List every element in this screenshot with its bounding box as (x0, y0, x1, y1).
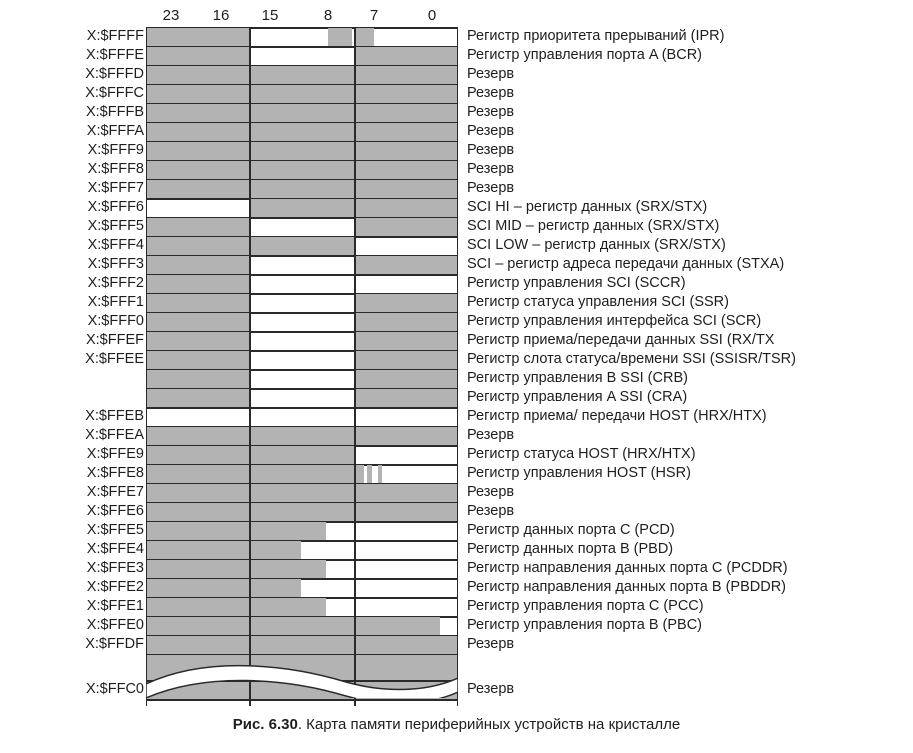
register-address: X:$FFE8 (86, 465, 144, 481)
register-description: Регистр приема/передачи данных SSI (RX/TX (467, 332, 775, 348)
register-description: Регистр управления B SSI (CRB) (467, 370, 688, 386)
register-description: Регистр данных порта C (PCD) (467, 522, 675, 538)
register-address: X:$FFEE (85, 351, 144, 367)
register-description: SCI HI – регистр данных (SRX/STX) (467, 199, 708, 215)
bit-label-0: 0 (427, 7, 437, 24)
register-description: Резерв (467, 142, 515, 158)
register-address: X:$FFE3 (86, 560, 144, 576)
register-address: X:$FFE5 (86, 522, 144, 538)
address-break-wave (146, 662, 458, 698)
register-address: X:$FFF8 (87, 161, 144, 177)
register-address: X:$FFFC (85, 85, 144, 101)
register-description: Резерв (467, 123, 515, 139)
register-description: Резерв (467, 681, 515, 697)
register-address: X:$FFE2 (86, 579, 144, 595)
register-address: X:$FFFD (85, 66, 144, 82)
byte-divider-8-7 (354, 27, 356, 706)
register-address: X:$FFF9 (87, 142, 144, 158)
register-address: X:$FFE1 (86, 598, 144, 614)
register-address: X:$FFE9 (86, 446, 144, 462)
register-address: X:$FFFF (86, 28, 144, 44)
register-description: Резерв (467, 427, 515, 443)
register-description: Регистр слота статуса/времени SSI (SSISR/TSR) (467, 351, 796, 367)
register-address: X:$FFFB (85, 104, 144, 120)
bit-label-7: 7 (369, 7, 379, 24)
figure-caption (0, 716, 913, 733)
register-description: Резерв (467, 85, 515, 101)
register-address: X:$FFF5 (87, 218, 144, 234)
register-description: Регистр управления интерфейса SCI (SCR) (467, 313, 762, 329)
register-description: Резерв (467, 161, 515, 177)
register-address: X:$FFE7 (86, 484, 144, 500)
register-description: SCI LOW – регистр данных (SRX/STX) (467, 237, 726, 253)
register-description: Регистр статуса управления SCI (SSR) (467, 294, 729, 310)
register-address: X:$FFF2 (87, 275, 144, 291)
register-description: Резерв (467, 636, 515, 652)
register-address: X:$FFF3 (87, 256, 144, 272)
register-address: X:$FFC0 (85, 681, 144, 697)
break-wave-band (146, 666, 458, 698)
register-address: X:$FFF0 (87, 313, 144, 329)
caption-label: Рис. 6.30 (232, 716, 298, 733)
byte-divider-16-15 (249, 27, 251, 706)
register-address: X:$FFE4 (86, 541, 144, 557)
register-description: Регистр управления HOST (HSR) (467, 465, 691, 481)
register-description: Регистр управления SCI (SCCR) (467, 275, 686, 291)
register-description: Регистр приема/ передачи HOST (HRX/HTX) (467, 408, 767, 424)
register-grid (146, 27, 458, 706)
caption-text: . Карта памяти периферийных устройств на кристалле (297, 716, 681, 733)
bit-label-16: 16 (212, 7, 230, 24)
register-address: X:$FFF1 (87, 294, 144, 310)
bit-label-8: 8 (323, 7, 333, 24)
register-address: X:$FFFA (86, 123, 144, 139)
register-description: SCI MID – регистр данных (SRX/STX) (467, 218, 720, 234)
bit-label-15: 15 (261, 7, 279, 24)
register-description: Регистр данных порта B (PBD) (467, 541, 674, 557)
register-description: SCI – регистр адреса передачи данных (STXA) (467, 256, 785, 272)
register-address: X:$FFF4 (87, 237, 144, 253)
register-address: X:$FFE6 (86, 503, 144, 519)
register-address: X:$FFDF (85, 636, 144, 652)
register-address: X:$FFEA (85, 427, 144, 443)
register-description: Регистр управления порта B (PBC) (467, 617, 702, 633)
register-address: X:$FFEB (85, 408, 144, 424)
register-description: Регистр управления порта A (BCR) (467, 47, 702, 63)
register-address: X:$FFFE (85, 47, 144, 63)
register-address: X:$FFF6 (87, 199, 144, 215)
register-description: Регистр направления данных порта C (PCDDR) (467, 560, 788, 576)
register-address: X:$FFE0 (86, 617, 144, 633)
register-description: Резерв (467, 503, 515, 519)
register-description: Резерв (467, 104, 515, 120)
register-description: Резерв (467, 180, 515, 196)
bit-label-23: 23 (162, 7, 180, 24)
register-description: Резерв (467, 484, 515, 500)
register-address: X:$FFF7 (87, 180, 144, 196)
register-address: X:$FFEF (85, 332, 144, 348)
register-description: Регистр статуса HOST (HRX/HTX) (467, 446, 696, 462)
register-description: Регистр приоритета прерываний (IPR) (467, 28, 725, 44)
register-description: Резерв (467, 66, 515, 82)
register-description: Регистр управления порта C (PCC) (467, 598, 704, 614)
register-description: Регистр направления данных порта B (PBDDR) (467, 579, 786, 595)
register-description: Регистр управления A SSI (CRA) (467, 389, 688, 405)
